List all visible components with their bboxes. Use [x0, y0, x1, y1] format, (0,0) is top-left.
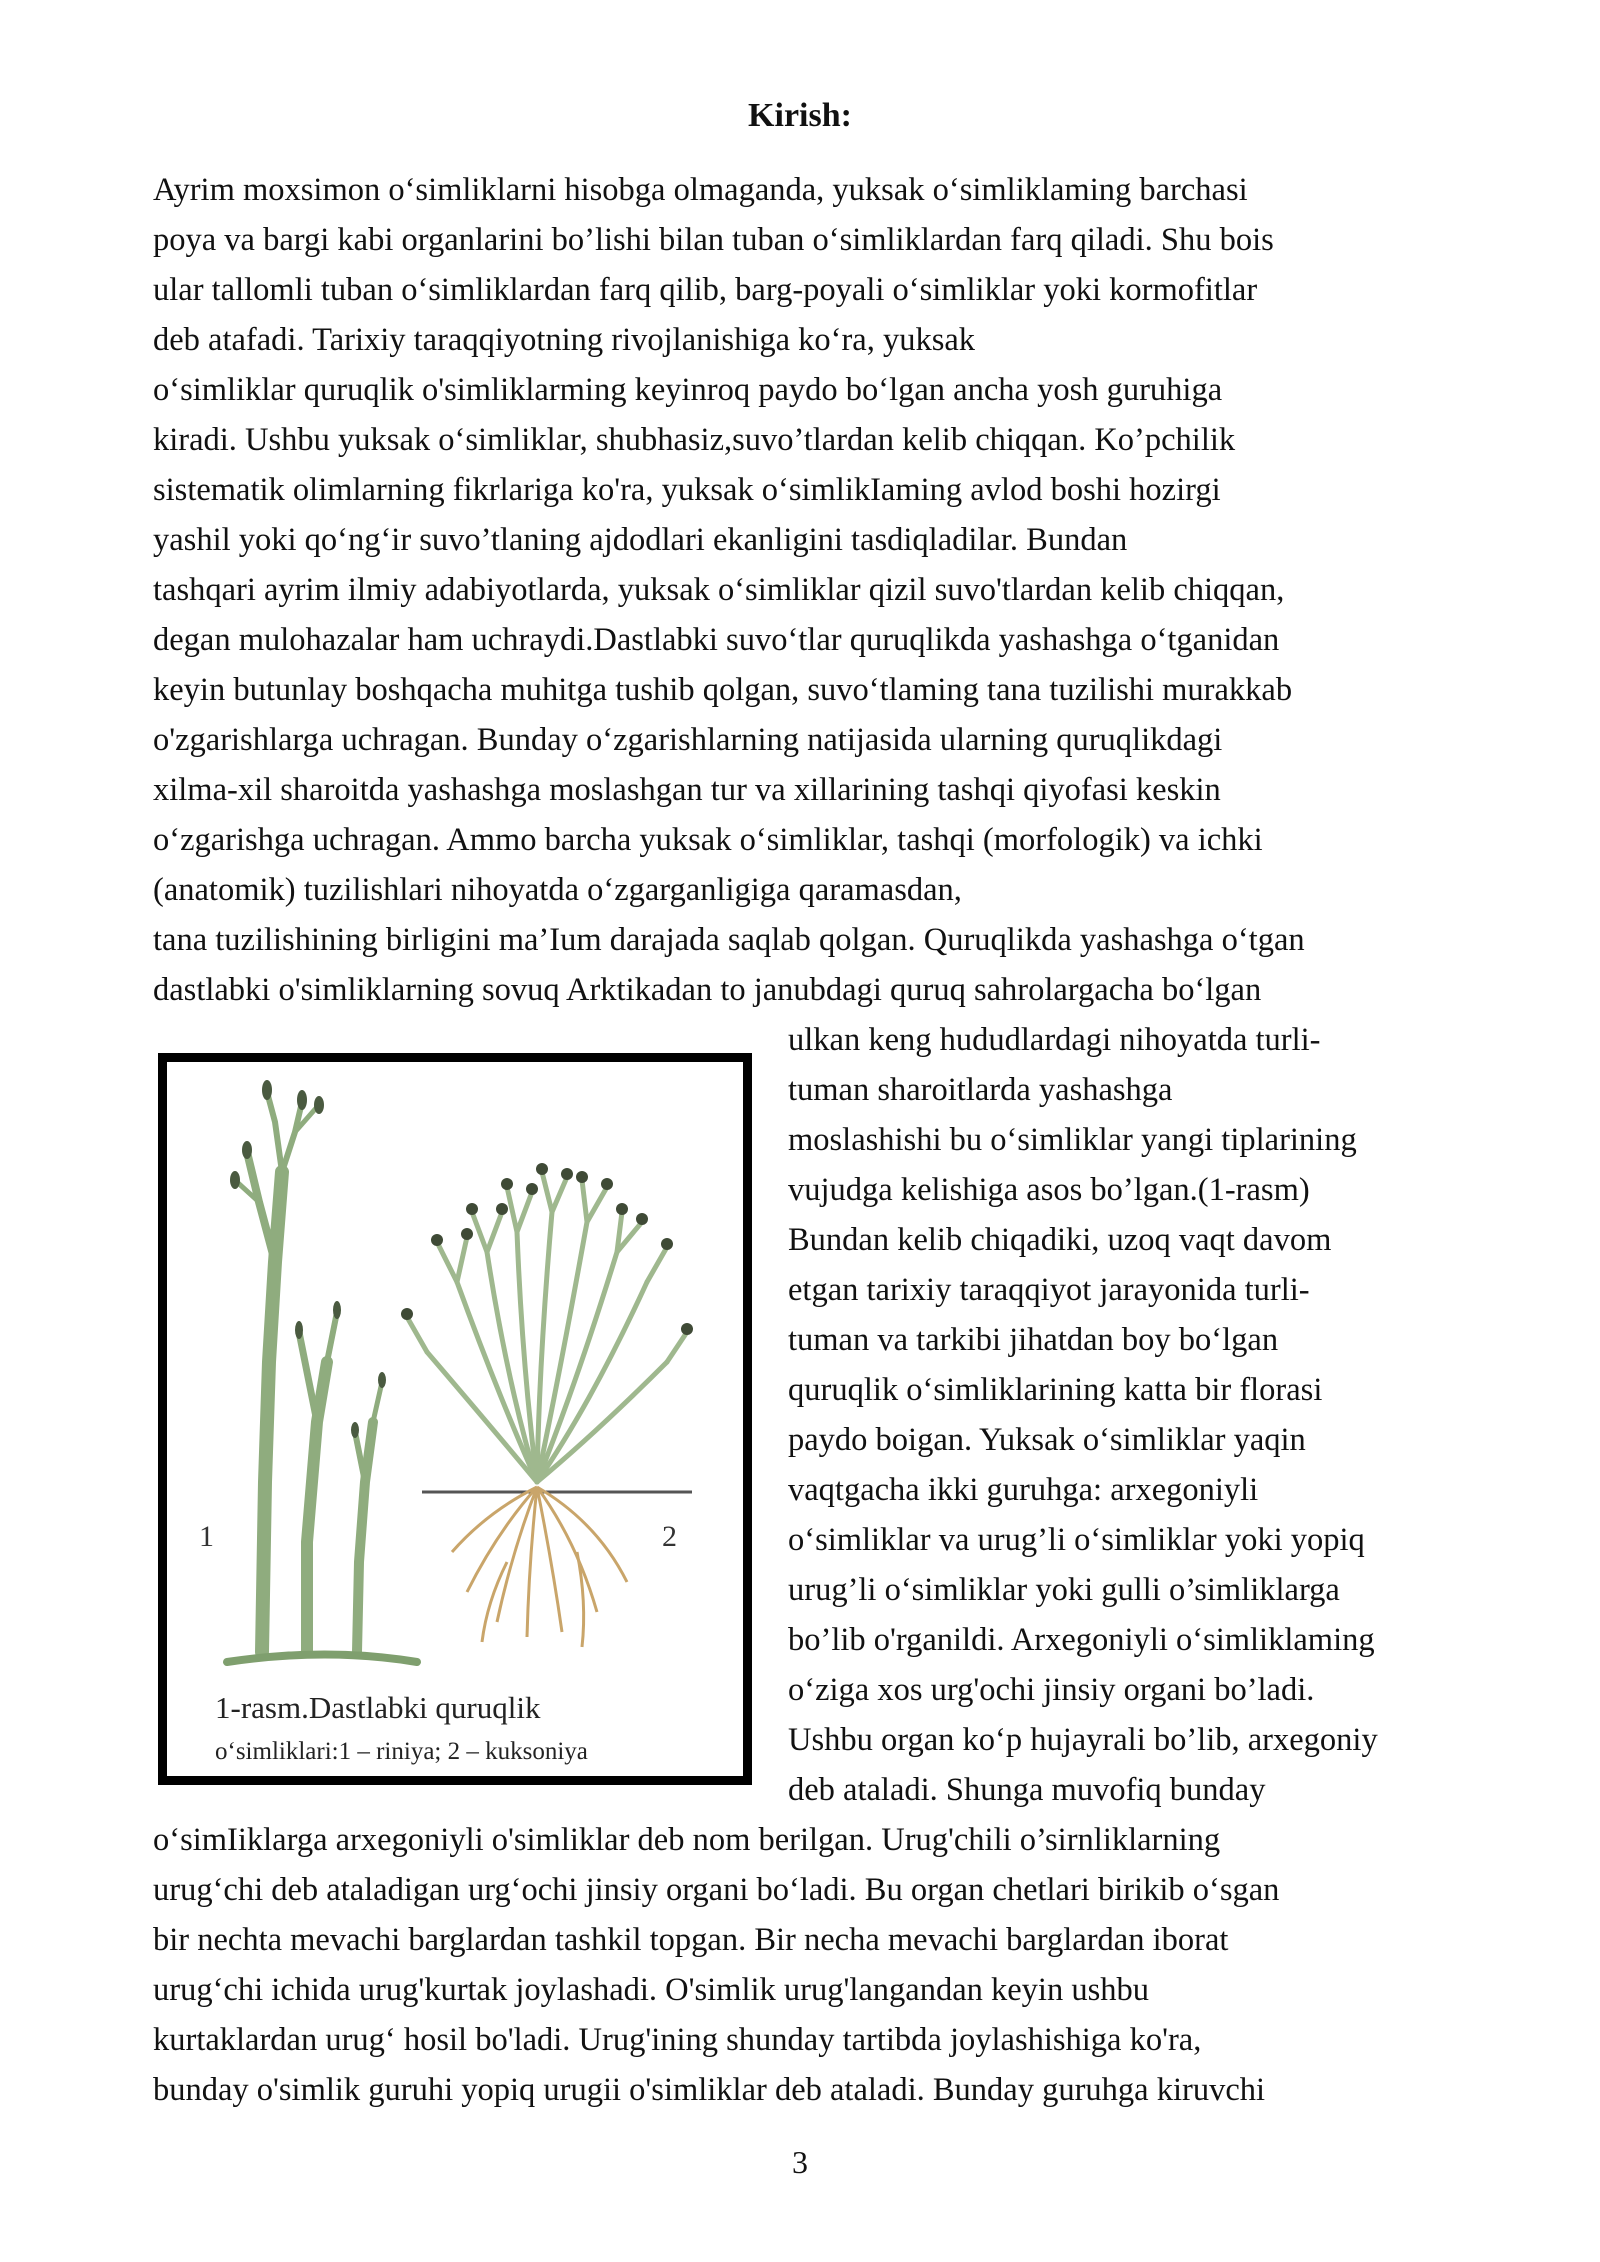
text-line: ular tallomli tuban o‘simliklardan farq qilib, barg-poyali o‘simliklar yoki kormofitlar	[153, 272, 1258, 308]
text-line: tuman va tarkibi jihatdan boy bo‘lgan	[788, 1322, 1279, 1358]
text-line: o‘simliklar quruqlik o'simliklarming keyinroq paydo bo‘lgan ancha yosh guruhiga	[153, 372, 1223, 408]
figure-label-1: 1	[199, 1520, 214, 1553]
text-line: xilma-xil sharoitda yashashga moslashgan tur va xillarining tashqi qiyofasi keskin	[153, 772, 1221, 808]
text-line: o‘simIiklarga arxegoniyli o'simliklar deb nom berilgan. Urug'chili o’sirnliklarning	[153, 1822, 1221, 1858]
text-line: vujudga kelishiga asos bo’lgan.(1-rasm)	[788, 1172, 1310, 1208]
text-line: ulkan keng hududlardagi nihoyatda turli-	[788, 1022, 1321, 1058]
text-line: tana tuzilishining birligini ma’Ium darajada saqlab qolgan. Quruqlikda yashashga o‘tgan	[153, 922, 1305, 958]
figure-plants	[158, 1053, 752, 1785]
section-title: Kirish:	[748, 97, 852, 134]
text-line: kiradi. Ushbu yuksak o‘simliklar, shubhasiz,suvo’tlardan kelib chiqqan. Ko’pchilik	[153, 422, 1236, 458]
text-line: keyin butunlay boshqacha muhitga tushib qolgan, suvo‘tlaming tana tuzilishi murakkab	[153, 672, 1293, 708]
text-line: o'zgarishlarga uchragan. Bunday o‘zgarishlarning natijasida ularning quruqlikdagi	[153, 722, 1223, 758]
text-line: o‘ziga xos urg'ochi jinsiy organi bo’ladi.	[788, 1672, 1315, 1708]
text-line: etgan tarixiy taraqqiyot jarayonida turli-	[788, 1272, 1310, 1308]
text-line: deb atafadi. Tarixiy taraqqiyotning rivojlanishiga ko‘ra, yuksak	[153, 322, 976, 358]
text-line: urug’li o‘simliklar yoki gulli o’simliklarga	[788, 1572, 1340, 1608]
figure-caption-title: 1-rasm.Dastlabki quruqlik	[215, 1690, 541, 1725]
text-line: dastlabki o'simliklarning sovuq Arktikadan to janubdagi quruq sahrolargacha bo‘lgan	[153, 972, 1262, 1008]
text-line: (anatomik) tuzilishlari nihoyatda o‘zgarganligiga qaramasdan,	[153, 872, 962, 908]
text-line: o‘simliklar va urug’li o‘simliklar yoki yopiq	[788, 1522, 1365, 1558]
roots	[452, 1487, 627, 1647]
text-line: bir nechta mevachi barglardan tashkil topgan. Bir necha mevachi barglardan iborat	[153, 1922, 1229, 1958]
text-line: o‘zgarishga uchragan. Ammo barcha yuksak o‘simliklar, tashqi (morfologik) va ichki	[153, 822, 1263, 858]
text-line: deb ataladi. Shunga muvofiq bunday	[788, 1772, 1266, 1808]
text-line: poya va bargi kabi organlarini bo’lishi bilan tuban o‘simliklardan farq qiladi. Shu bois	[153, 222, 1274, 258]
text-line: urug‘chi deb ataladigan urg‘ochi jinsiy organi bo‘ladi. Bu organ chetlari birikib o‘sgan	[153, 1872, 1280, 1908]
text-line: kurtaklardan urug‘ hosil bo'ladi. Urug'ining shunday tartibda joylashishiga ko'ra,	[153, 2022, 1202, 2058]
text-line: Bundan kelib chiqadiki, uzoq vaqt davom	[788, 1222, 1332, 1258]
figure-caption-detail: o‘simliklari:1 – riniya; 2 – kuksoniya	[215, 1738, 588, 1765]
text-line: yashil yoki qo‘ng‘ir suvo’tlaning ajdodlari ekanligini tasdiqladilar. Bundan	[153, 522, 1128, 558]
rhynia-plant	[227, 1092, 417, 1662]
text-line: bunday o'simlik guruhi yopiq urugii o'simliklar deb ataladi. Bunday guruhga kiruvchi	[153, 2072, 1266, 2108]
text-line: quruqlik o‘simliklarining katta bir florasi	[788, 1372, 1323, 1408]
text-line: tashqari ayrim ilmiy adabiyotlarda, yuksak o‘simliklar qizil suvo'tlardan kelib chiqqan,	[153, 572, 1285, 608]
figure-label-2: 2	[662, 1520, 677, 1553]
text-line: Ushbu organ ko‘p hujayrali bo’lib, arxegoniy	[788, 1722, 1378, 1758]
plant-illustration	[167, 1062, 743, 1776]
text-line: bo’lib o'rganildi. Arxegoniyli o‘simliklaming	[788, 1622, 1375, 1658]
text-line: Ayrim moxsimon o‘simliklarni hisobga olmaganda, yuksak o‘simliklaming barchasi	[153, 172, 1248, 208]
text-line: urug‘chi ichida urug'kurtak joylashadi. O'simlik urug'langandan keyin ushbu	[153, 1972, 1149, 2008]
text-line: degan mulohazalar ham uchraydi.Dastlabki suvo‘tlar quruqlikda yashashga o‘tganidan	[153, 622, 1280, 658]
text-line: tuman sharoitlarda yashashga	[788, 1072, 1173, 1108]
text-line: paydo boigan. Yuksak o‘simliklar yaqin	[788, 1422, 1306, 1458]
text-line: vaqtgacha ikki guruhga: arxegoniyli	[788, 1472, 1259, 1508]
text-line: sistematik olimlarning fikrlariga ko'ra, yuksak o‘simlikIaming avlod boshi hozirgi	[153, 472, 1221, 508]
text-line: moslashishi bu o‘simliklar yangi tiplarining	[788, 1122, 1357, 1158]
page-number: 3	[792, 2144, 808, 2180]
